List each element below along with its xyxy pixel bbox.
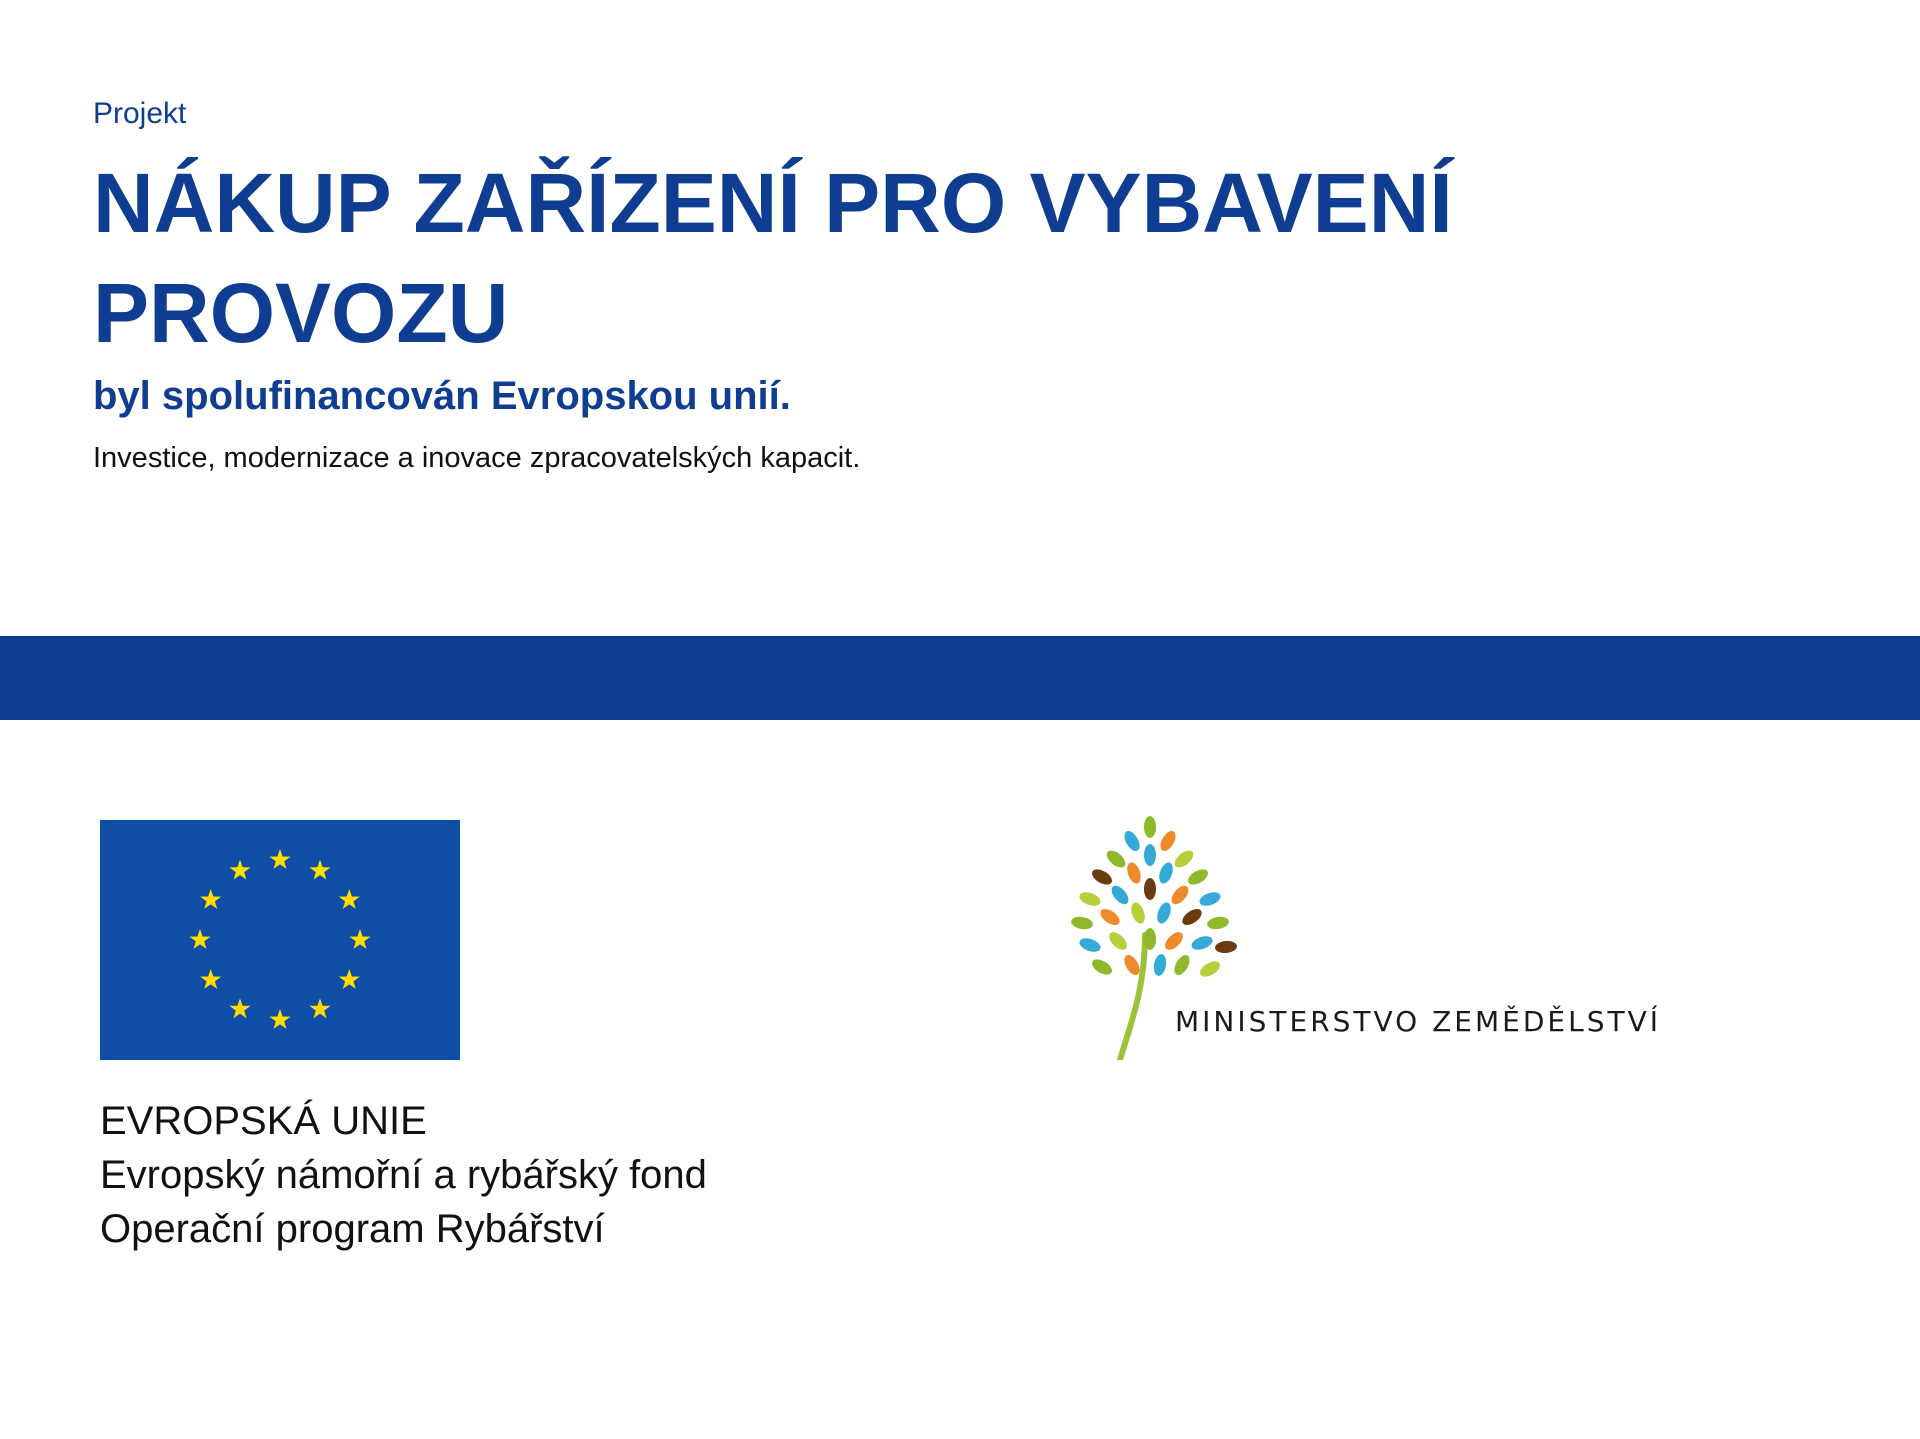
tree-leaf-icon [1215, 940, 1238, 954]
tree-leaf-icon [1078, 936, 1103, 955]
tree-leaf-icon [1190, 934, 1215, 953]
eu-flag-icon [100, 820, 460, 1060]
tree-leaf-icon [1157, 861, 1176, 886]
tree-leaf-icon [1144, 844, 1156, 866]
eu-text-block [100, 1094, 707, 1256]
tree-leaf-icon [1089, 866, 1114, 887]
tree-leaf-icon [1171, 952, 1192, 977]
eu-line-2: Evropský námořní a rybářský fond [100, 1153, 707, 1197]
tree-leaf-icon [1197, 958, 1222, 979]
tree-leaf-icon [1198, 890, 1223, 909]
subtitle: byl spolufinancován Evropskou unií. [93, 374, 791, 418]
tree-leaf-icon [1125, 861, 1144, 886]
tree-leaf-icon [1121, 828, 1142, 853]
tree-leaf-icon [1162, 929, 1186, 953]
tree-leaf-icon [1155, 901, 1174, 926]
eu-line-3: Operační program Rybářství [100, 1207, 605, 1251]
tree-trunk [1120, 935, 1145, 1060]
tree-leaf-icon [1089, 956, 1114, 977]
tree-leaf-icon [1180, 906, 1205, 928]
tree-leaf-icon [1078, 890, 1103, 909]
tree-leaf-icon [1168, 883, 1191, 908]
tree-leaves [1070, 816, 1237, 980]
blue-band-divider [0, 636, 1920, 720]
tree-leaf-icon [1144, 816, 1156, 838]
tree-leaf-icon [1106, 929, 1130, 953]
page-title: NÁKUP ZAŘÍZENÍ PRO VYBAVENÍ PROVOZU [93, 156, 1453, 360]
tree-leaf-icon [1098, 906, 1123, 928]
tree-leaf-icon [1152, 953, 1168, 977]
label-projekt: Projekt [93, 97, 187, 130]
ministry-name: MINISTERSTVO ZEMĚDĚLSTVÍ [1175, 1005, 1661, 1038]
tree-leaf-icon [1206, 915, 1230, 931]
tree-leaf-icon [1129, 901, 1148, 926]
tree-leaf-icon [1070, 915, 1094, 931]
tree-leaf-icon [1144, 878, 1156, 900]
tree-leaf-icon [1108, 883, 1131, 908]
tree-leaf-icon [1157, 828, 1178, 853]
tree-leaf-icon [1185, 866, 1210, 887]
description: Investice, modernizace a inovace zpracovatelských kapacit. [93, 442, 861, 474]
tree-leaf-icon [1104, 847, 1129, 870]
tree-leaf-icon [1172, 847, 1197, 870]
eu-line-1: EVROPSKÁ UNIE [100, 1099, 427, 1143]
tree-leaf-icon [1144, 928, 1156, 950]
